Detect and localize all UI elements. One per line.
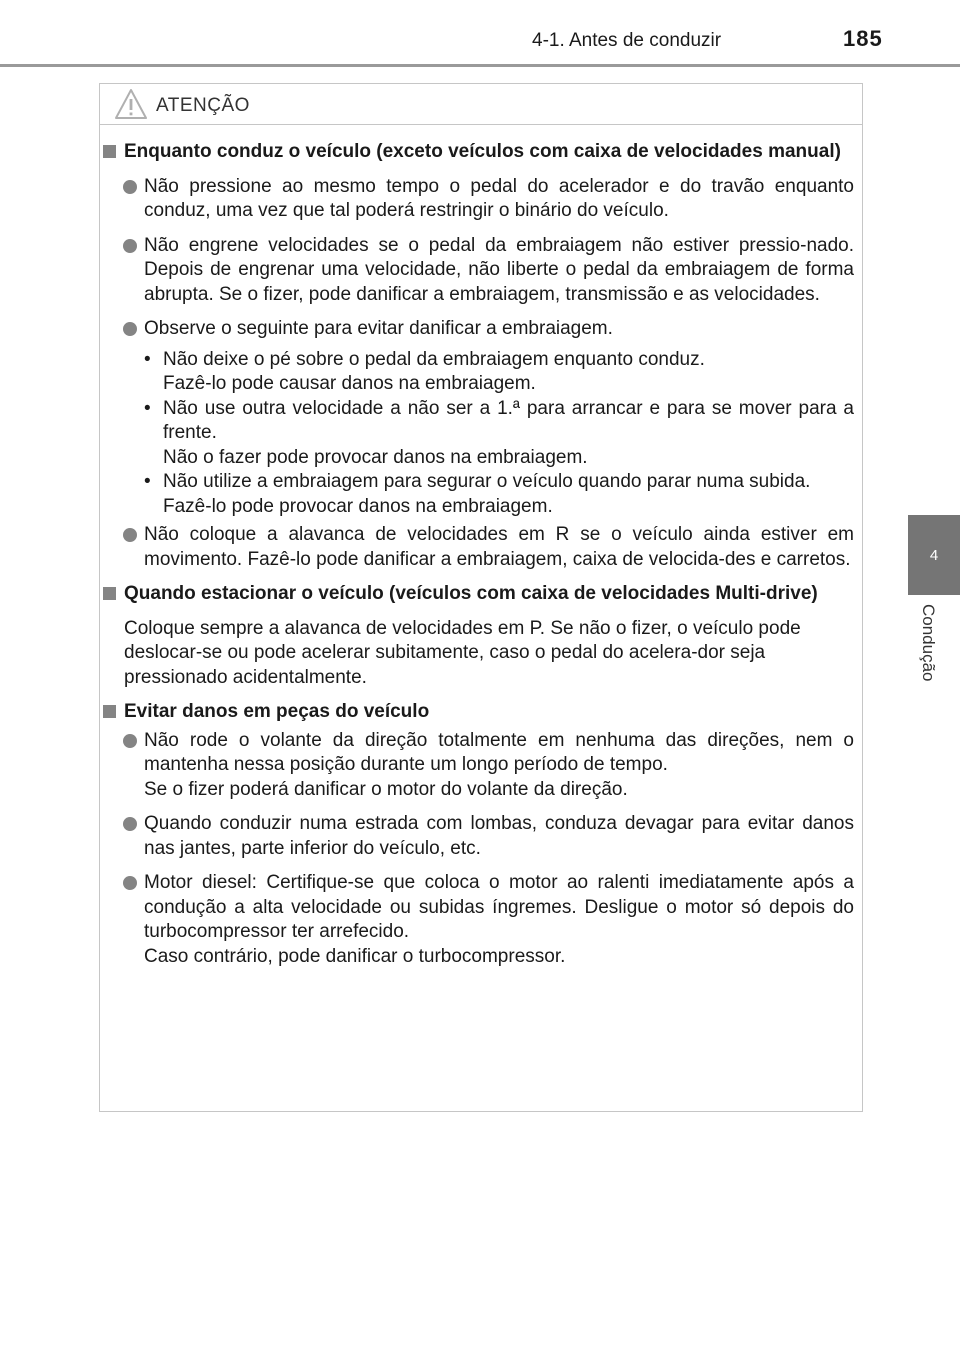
sub-bullet-text: Não use outra velocidade a não ser a 1.ª para arrancar e para se mover para a frente. [163,397,854,443]
section-heading-text: Quando estacionar o veículo (veículos com caixa de velocidades Multi-drive) [124,583,818,604]
circle-bullet-icon [123,528,137,542]
bullet-text: Motor diesel: Certifique-se que coloca o motor ao ralenti imediatamente após a condução a alta velocidade ou subidas íngremes. Desligue o motor só depois do turbocompressor ter arrefecido. [144,872,854,942]
sub-bullet-note: Fazê-lo pode provocar danos na embraiagem. [163,495,553,517]
bullet-item [100,729,854,803]
circle-bullet-icon [123,239,137,253]
page-number: 185 [843,26,883,51]
bullet-text: Não pressione ao mesmo tempo o pedal do acelerador e do travão enquanto conduz, uma vez que tal poderá restringir o binário do veículo. [144,175,854,221]
warning-header [100,84,862,125]
sub-bullet-item [100,397,854,471]
chapter-label: Condução [919,604,938,682]
circle-bullet-icon [123,734,137,748]
sub-bullet-list [100,348,862,520]
warning-box [99,83,863,1112]
sub-bullet-item [100,348,854,397]
dot-marker: • [144,397,151,419]
section-heading-text: Enquanto conduz o veículo (exceto veículos com caixa de velocidades manual) [124,141,841,162]
square-bullet-icon [103,705,116,718]
square-bullet-icon [103,587,116,600]
bullet-note: Se o fizer poderá danificar o motor do volante da direção. [144,778,628,800]
bullet-text: Não engrene velocidades se o pedal da embraiagem não estiver pressio-nado. Depois de engrenar uma velocidade, não liberte o pedal da embraiagem de forma abrupta. Se o fizer, pode danificar a embraiagem, transmissão e as velocidades. [144,234,854,305]
warning-triangle-icon [114,88,148,120]
section-paragraph: Coloque sempre a alavanca de velocidades em P. Se não o fizer, o veículo pode deslocar-se ou pode acelerar subitamente, caso o pedal do acelera-dor seja pressionado acidentalmente. [124,617,801,688]
dot-marker: • [144,471,151,492]
section-heading [100,700,854,725]
circle-bullet-icon [123,322,137,336]
dot-marker: • [144,348,151,370]
bullet-note: Caso contrário, pode danificar o turbocompressor. [144,945,566,967]
sub-bullet-note: Não o fazer pode provocar danos na embraiagem. [163,446,588,468]
bullet-item [100,175,854,224]
section-title: 4-1. Antes de conduzir [532,30,722,51]
sub-bullet-note: Fazê-lo pode causar danos na embraiagem. [163,373,536,394]
section-heading-text: Evitar danos em peças do veículo [124,701,430,722]
section-heading [100,582,854,607]
bullet-item [100,871,854,969]
bullet-item [100,523,854,572]
bullet-item [100,317,854,342]
sub-bullet-item [100,470,854,519]
sub-bullet-text: Não utilize a embraiagem para segurar o veículo quando parar numa subida. [163,471,811,492]
bullet-text: Não rode o volante da direção totalmente em nenhuma das direções, nem o mantenha nessa posição durante um longo período de tempo. [144,729,854,775]
header-divider [0,64,960,67]
bullet-text: Quando conduzir numa estrada com lombas, conduza devagar para evitar danos nas jantes, parte inferior do veículo, etc. [144,813,854,859]
circle-bullet-icon [123,180,137,194]
warning-label: ATENÇÃO [156,95,250,116]
bullet-item [100,812,854,861]
section-heading [100,140,854,165]
circle-bullet-icon [123,876,137,890]
bullet-item [100,234,854,308]
chapter-tab [908,515,960,595]
bullet-text: Não coloque a alavanca de velocidades em R se o veículo ainda estiver em movimento. Fazê-lo pode danificar a embraiagem, caixa de velocida-des e carretos. [144,524,854,570]
chapter-number: 4 [929,546,939,564]
sub-bullet-text: Não deixe o pé sobre o pedal da embraiagem enquanto conduz. [163,348,705,370]
circle-bullet-icon [123,817,137,831]
square-bullet-icon [103,145,116,158]
bullet-text: Observe o seguinte para evitar danificar a embraiagem. [144,318,613,339]
warning-content [100,140,862,979]
